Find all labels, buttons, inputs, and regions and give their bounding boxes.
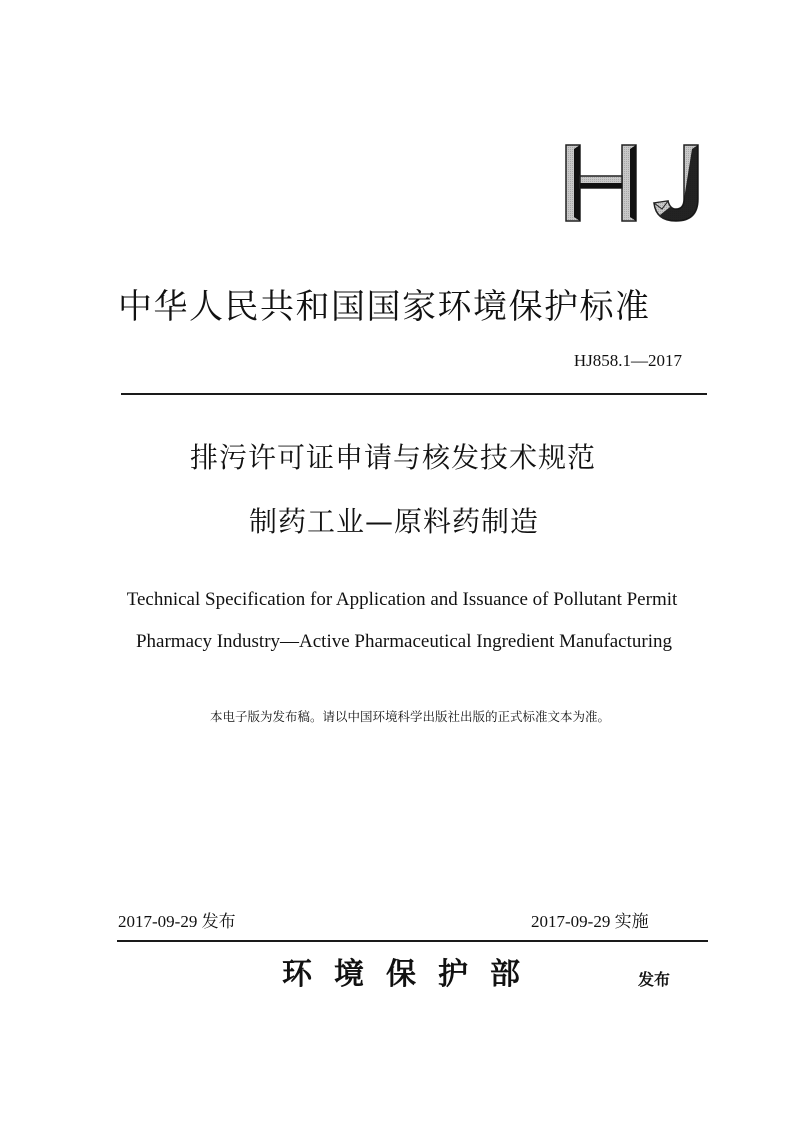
electronic-version-notice: 本电子版为发布稿。请以中国环境科学出版社出版的正式标准文本为准。 [209,709,610,724]
english-title-line-1: Technical Specification for Application and Issuance of Pollutant Permit [126,589,678,610]
top-divider [121,393,707,395]
issuing-authority: 环境保护部 [282,957,542,992]
chinese-title-line-1: 排污许可证申请与核发技术规范 [189,441,596,474]
standard-type-heading: 中华人民共和国国家环境保护标准 [118,287,651,327]
standard-number: HJ858.1—2017 [573,351,682,370]
bottom-divider [117,940,708,942]
issue-date: 2017-09-29 发布 [118,912,236,931]
issuing-authority-suffix: 发布 [638,970,671,989]
hj-standard-logo-icon [562,143,700,223]
english-title-line-2: Pharmacy Industry—Active Pharmaceutical Ingredient Manufacturing [135,631,673,652]
implementation-date: 2017-09-29 实施 [531,912,649,931]
chinese-title-line-2: 制药工业—原料药制造 [248,505,539,538]
